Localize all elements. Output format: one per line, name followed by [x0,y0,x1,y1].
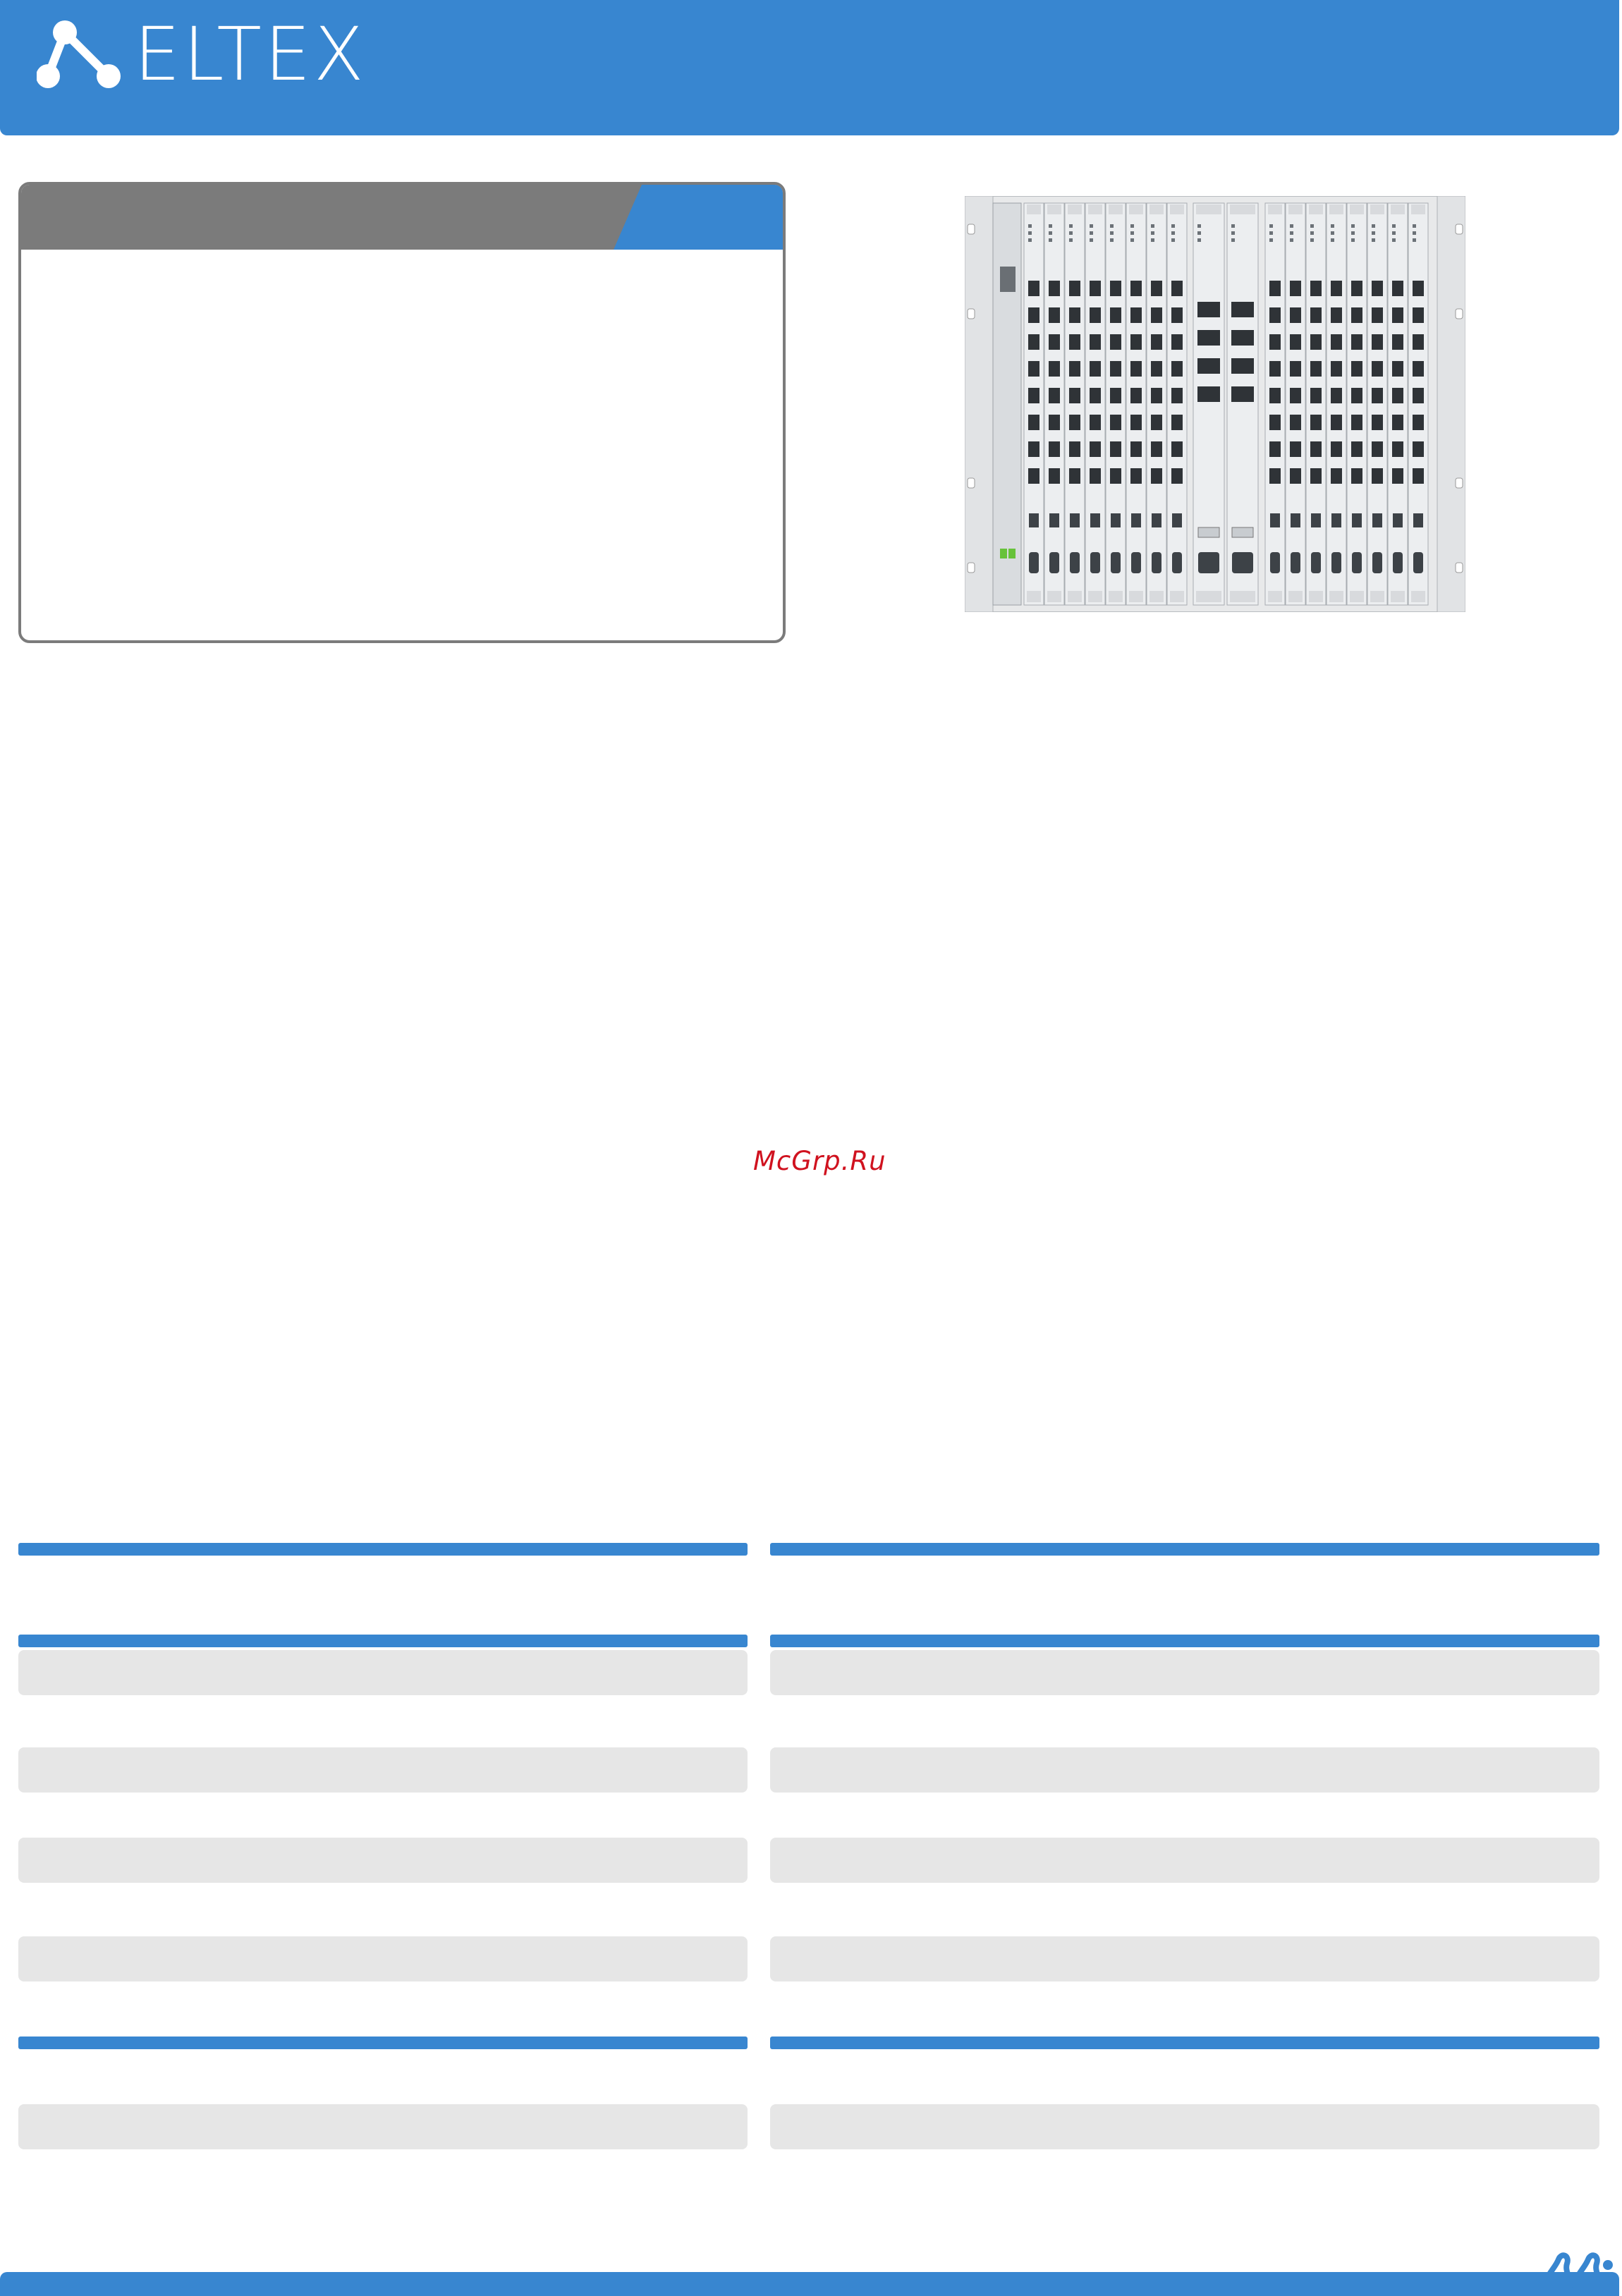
footer-emblem-icon [1537,2251,1616,2296]
spec-row [770,2104,1599,2149]
title-card-accent [614,185,783,250]
section-header-bar [18,2037,748,2049]
section-header-bar [770,2037,1599,2049]
eltex-logo [37,11,367,97]
title-card [18,182,786,643]
page-header [0,0,1619,135]
page-footer [0,2272,1619,2296]
watermark-text: McGrp.Ru [753,1146,886,1176]
spec-row [770,1838,1599,1883]
section-header-bar [770,1543,1599,1556]
line-cards-left [1024,203,1187,605]
spec-row [18,2104,748,2149]
eltex-logo-icon [37,16,128,93]
spec-row [18,1650,748,1695]
spec-row [18,1747,748,1793]
product-photo [965,196,1465,612]
section-header-bar [18,1635,748,1647]
logo-wordmark: ELTEX [134,11,367,97]
section-header-bar [18,1543,748,1556]
spec-row [770,1936,1599,1981]
spec-row [770,1747,1599,1793]
spec-row [770,1650,1599,1695]
line-cards-right [1265,203,1428,605]
spec-row [18,1936,748,1981]
section-header-bar [770,1635,1599,1647]
spec-row [18,1838,748,1883]
